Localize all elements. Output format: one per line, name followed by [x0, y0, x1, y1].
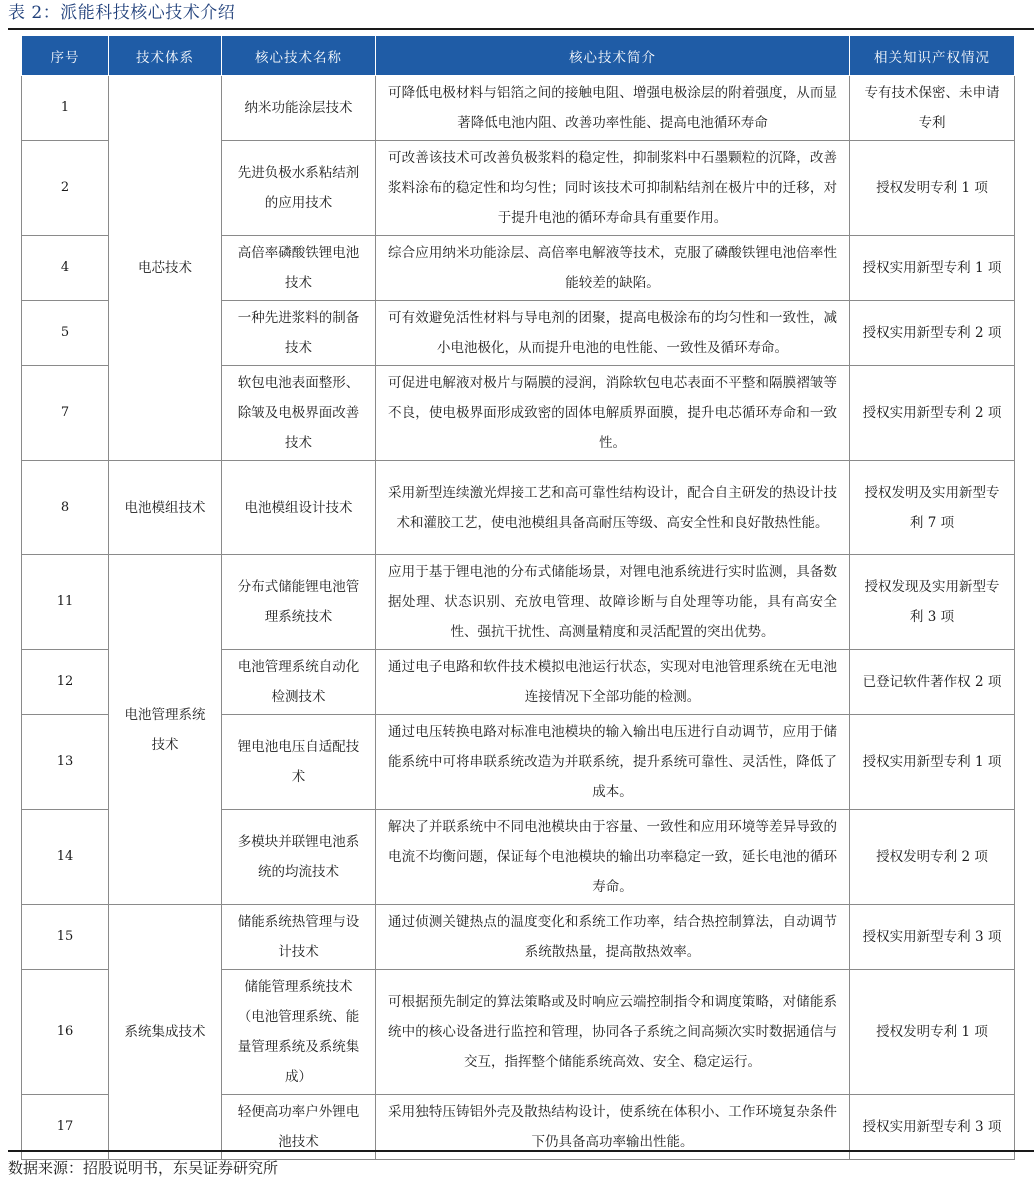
row-index: 2 [22, 141, 109, 236]
tech-name: 轻便高功率户外锂电池技术 [222, 1095, 376, 1160]
bottom-rule [8, 1150, 1034, 1152]
row-index: 17 [22, 1095, 109, 1160]
row-index: 8 [22, 461, 109, 555]
tech-description: 可有效避免活性材料与导电剂的团聚，提高电极涂布的均匀性和一致性，减小电池极化，从而提升电池的电性能、一致性及循环寿命。 [376, 301, 850, 366]
tech-description: 可根据预先制定的算法策略或及时响应云端控制指令和调度策略，对储能系统中的核心设备进行监控和管理，协同各子系统之间高频次实时数据通信与交互，指挥整个储能系统高效、安全、稳定运行。 [376, 970, 850, 1095]
tech-name: 软包电池表面整形、除皱及电极界面改善技术 [222, 366, 376, 461]
tech-name: 一种先进浆料的制备技术 [222, 301, 376, 366]
row-index: 15 [22, 905, 109, 970]
tech-name: 多模块并联锂电池系统的均流技术 [222, 810, 376, 905]
ip-status: 授权实用新型专利 1 项 [850, 715, 1015, 810]
tech-name: 纳米功能涂层技术 [222, 76, 376, 141]
system-cell: 电芯技术 [109, 76, 222, 461]
tech-description: 通过电压转换电路对标准电池模块的输入输出电压进行自动调节，应用于储能系统中可将串联系统改造为并联系统，提升系统可靠性、灵活性，降低了成本。 [376, 715, 850, 810]
table-row [22, 905, 1015, 970]
tech-description: 通过电子电路和软件技术模拟电池运行状态，实现对电池管理系统在无电池连接情况下全部功能的检测。 [376, 650, 850, 715]
tech-description: 可促进电解液对极片与隔膜的浸润，消除软包电芯表面不平整和隔膜褶皱等不良，使电极界面形成致密的固体电解质界面膜，提升电芯循环寿命和一致性。 [376, 366, 850, 461]
tech-description: 可改善该技术可改善负极浆料的稳定性，抑制浆料中石墨颗粒的沉降，改善浆料涂布的稳定性和均匀性；同时该技术可抑制粘结剂在极片中的迁移，对于提升电池的循环寿命具有重要作用。 [376, 141, 850, 236]
ip-status: 授权发明专利 1 项 [850, 970, 1015, 1095]
table-header-row [22, 36, 1015, 76]
table-row [22, 555, 1015, 650]
header-tech-name: 核心技术名称 [222, 36, 376, 76]
system-bms: 电池管理系统技术 [109, 555, 222, 905]
tech-name: 储能管理系统技术（电池管理系统、能量管理系统及系统集成） [222, 970, 376, 1095]
data-source-note: 数据来源：招股说明书，东吴证券研究所 [8, 1159, 279, 1177]
tech-description: 综合应用纳米功能涂层、高倍率电解液等技术，克服了磷酸铁锂电池倍率性能较差的缺陷。 [376, 236, 850, 301]
ip-status: 授权实用新型专利 2 项 [850, 366, 1015, 461]
row-index: 1 [22, 76, 109, 141]
ip-status: 授权发现及实用新型专利 3 项 [850, 555, 1015, 650]
ip-status: 授权实用新型专利 1 项 [850, 236, 1015, 301]
tech-name: 先进负极水系粘结剂的应用技术 [222, 141, 376, 236]
tech-description: 通过侦测关键热点的温度变化和系统工作功率，结合热控制算法，自动调节系统散热量，提高散热效率。 [376, 905, 850, 970]
core-tech-table [21, 35, 1015, 1160]
row-index: 5 [22, 301, 109, 366]
tech-name: 储能系统热管理与设计技术 [222, 905, 376, 970]
tech-description: 采用新型连续激光焊接工艺和高可靠性结构设计，配合自主研发的热设计技术和灌胶工艺，使电池模组具备高耐压等级、高安全性和良好散热性能。 [376, 461, 850, 555]
tech-name: 高倍率磷酸铁锂电池技术 [222, 236, 376, 301]
header-index: 序号 [22, 36, 109, 76]
ip-status: 授权发明专利 2 项 [850, 810, 1015, 905]
table-row [22, 461, 1015, 555]
row-index: 14 [22, 810, 109, 905]
row-index: 12 [22, 650, 109, 715]
header-ip: 相关知识产权情况 [850, 36, 1015, 76]
row-index: 7 [22, 366, 109, 461]
header-intro: 核心技术简介 [376, 36, 850, 76]
row-index: 11 [22, 555, 109, 650]
tech-name: 电池管理系统自动化检测技术 [222, 650, 376, 715]
tech-description: 应用于基于锂电池的分布式储能场景，对锂电池系统进行实时监测，具备数据处理、状态识别、充放电管理、故障诊断与自处理等功能，具有高安全性、强抗干扰性、高测量精度和灵活配置的突出优势。 [376, 555, 850, 650]
top-rule [8, 28, 1034, 30]
ip-status: 授权实用新型专利 3 项 [850, 1095, 1015, 1160]
header-system: 技术体系 [109, 36, 222, 76]
row-index: 13 [22, 715, 109, 810]
system-module: 电池模组技术 [109, 461, 222, 555]
ip-status: 授权发明及实用新型专利 7 项 [850, 461, 1015, 555]
tech-name: 锂电池电压自适配技术 [222, 715, 376, 810]
ip-status: 授权实用新型专利 3 项 [850, 905, 1015, 970]
tech-description: 采用独特压铸铝外壳及散热结构设计，使系统在体积小、工作环境复杂条件下仍具备高功率输出性能。 [376, 1095, 850, 1160]
tech-name: 电池模组设计技术 [222, 461, 376, 555]
table-row [22, 76, 1015, 141]
ip-status: 已登记软件著作权 2 项 [850, 650, 1015, 715]
table-title: 表 2：派能科技核心技术介绍 [8, 3, 236, 23]
tech-name: 分布式储能锂电池管理系统技术 [222, 555, 376, 650]
tech-description: 解决了并联系统中不同电池模块由于容量、一致性和应用环境等差异导致的电流不均衡问题，保证每个电池模块的输出功率稳定一致，延长电池的循环寿命。 [376, 810, 850, 905]
system-integration: 系统集成技术 [109, 905, 222, 1160]
ip-status: 专有技术保密、未申请专利 [850, 76, 1015, 141]
row-index: 4 [22, 236, 109, 301]
ip-status: 授权实用新型专利 2 项 [850, 301, 1015, 366]
ip-status: 授权发明专利 1 项 [850, 141, 1015, 236]
row-index: 16 [22, 970, 109, 1095]
tech-description: 可降低电极材料与铝箔之间的接触电阻、增强电极涂层的附着强度，从而显著降低电池内阻、改善功率性能、提高电池循环寿命 [376, 76, 850, 141]
